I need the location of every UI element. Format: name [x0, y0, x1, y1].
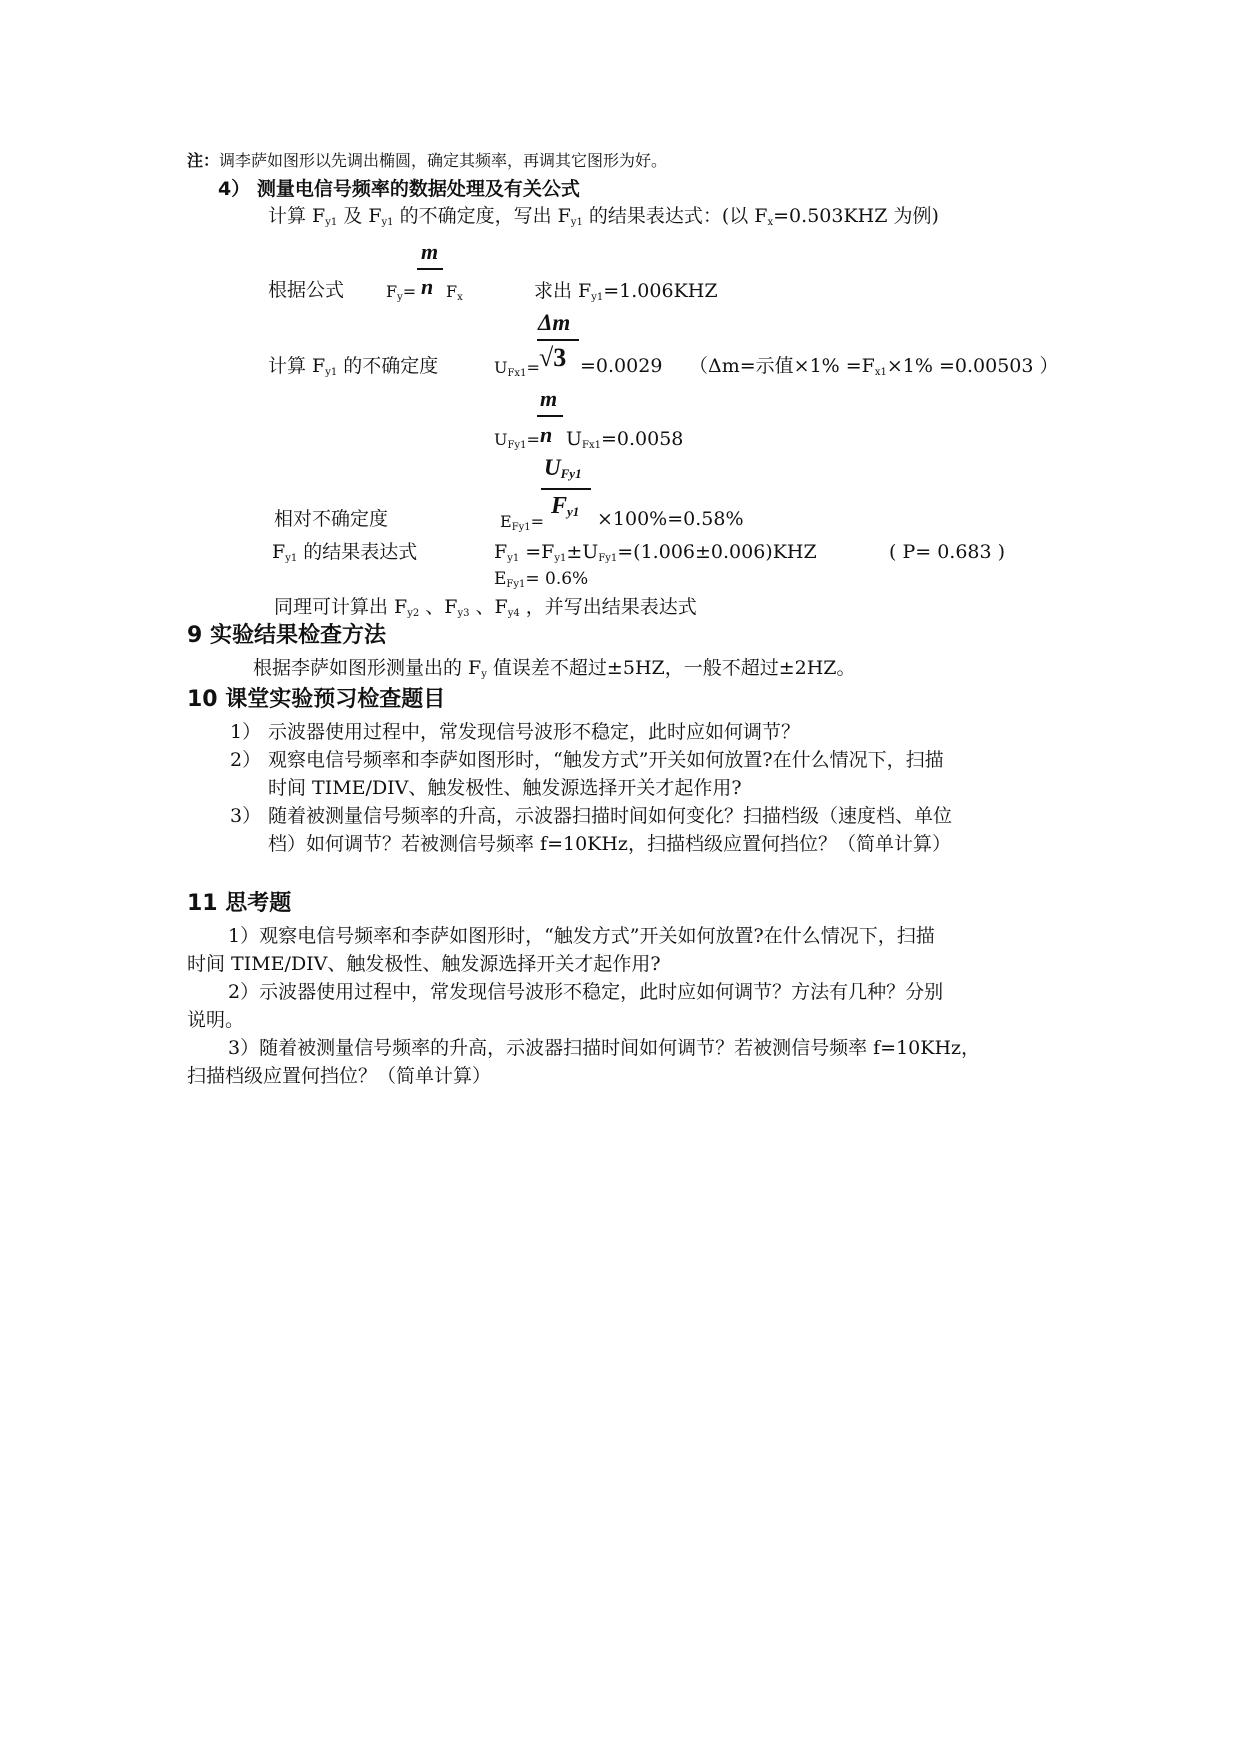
formula4-value: ×100%=0.58%: [597, 508, 744, 530]
note-line: [187, 149, 667, 173]
formula3-fraction-bar: [537, 415, 563, 417]
section11-paragraph-line: 1）观察电信号频率和李萨如图形时，“触发方式”开关如何放置?在什么情况下，扫描: [228, 925, 935, 947]
section10-item-number: 2）: [230, 749, 262, 771]
formula2-denominator: √3: [539, 343, 567, 372]
formula1-fraction-bar: [417, 268, 443, 270]
section11-paragraph-line: 时间 TIME/DIV、触发极性、触发源选择开关才起作用?: [187, 953, 661, 975]
result-expression: $F_{y1} =F_{y1}\pm U_{Fy1}=(1.006\pm 0.006)KHZ$: [494, 541, 817, 564]
sqrt-icon: √: [539, 343, 554, 372]
section10-item-text: 档）如何调节？若被测信号频率 f=10KHz，扫描档级应置何挡位？（简单计算）: [268, 833, 951, 855]
similar-line: 同理可计算出 $F_{y2}$ 、$F_{y3}$ 、$F_{y4}$ ，并写出结果表达式: [274, 596, 697, 619]
section10-item-text: 观察电信号频率和李萨如图形时，“触发方式”开关如何放置?在什么情况下，扫描: [268, 749, 944, 771]
step4-intro: 计算 $F_{y1}$ 及 $F_{y1}$ 的不确定度，写出 $F_{y1}$ 的结果表达式：(以 $F_x=0.503KHZ$ 为例): [268, 205, 939, 228]
formula1-rhs: $F_x$: [446, 282, 463, 303]
formula2-fraction-bar: [537, 339, 579, 341]
formula3-lhs: $U_{Fy1}=$: [494, 430, 540, 451]
formula2-value: =0.0029: [580, 355, 663, 377]
formula3-numerator: m: [540, 386, 558, 411]
formula2-note: （Δm=示值$\times 1\% =F_{x1}\times 1\% =0.00503$ ）: [689, 355, 1059, 378]
section10-item-text: 示波器使用过程中，常发现信号波形不稳定，此时应如何调节？: [268, 721, 801, 743]
section10-item-number: 3）: [230, 805, 262, 827]
section10-item-text: 随着被测量信号频率的升高，示波器扫描时间如何变化？扫描档级（速度档、单位: [268, 805, 953, 827]
formula4-denominator: $F_{y1}$: [551, 493, 580, 519]
formula4-label: 相对不确定度: [274, 508, 389, 530]
section11-paragraph-line: 说明。: [187, 1009, 245, 1031]
formula3-rhs: $U_{Fx1}=0.0058$: [566, 428, 684, 451]
formula2-numerator: Δm: [538, 310, 571, 335]
note-text: 调李萨如图形以先调出椭圆，确定其频率，再调其它图形为好。: [219, 151, 668, 170]
result-confidence: ( P= 0.683 ): [889, 541, 1006, 563]
note-label: 注：: [187, 151, 220, 170]
formula4-numerator: $U_{Fy1}$: [544, 455, 582, 481]
section9-heading: 9 实验结果检查方法: [187, 623, 386, 648]
section11-heading: 11 思考题: [187, 891, 292, 916]
step4-heading: 4） 测量电信号频率的数据处理及有关公式: [218, 178, 580, 200]
section11-paragraph-line: 2）示波器使用过程中，常发现信号波形不稳定，此时应如何调节？方法有几种？分别: [228, 981, 944, 1003]
section10-heading: 10 课堂实验预习检查题目: [187, 687, 446, 712]
formula1-lhs: $F_y=$: [386, 282, 417, 303]
formula1-numerator: m: [421, 239, 439, 264]
formula4-fraction-bar: [541, 488, 591, 490]
formula4-lhs: $E_{Fy1}=$: [500, 512, 545, 533]
formula2-lhs: $U_{Fx1}=$: [494, 358, 540, 379]
result-label: $F_{y1}$ 的结果表达式: [272, 541, 418, 564]
formula1-label: 根据公式: [268, 279, 345, 301]
formula1-result: 求出 $F_{y1}=1.006KHZ$: [534, 280, 718, 303]
formula3-denominator: n: [540, 422, 553, 447]
section11-paragraph-line: 3）随着被测量信号频率的升高，示波器扫描时间如何调节？若被测信号频率 f=10KHz，: [228, 1037, 981, 1059]
formula1-denominator: n: [421, 274, 434, 299]
formula2-label: 计算 $F_{y1}$ 的不确定度: [268, 355, 439, 378]
result-relative: $E_{Fy1}= 0.6\%$: [494, 569, 589, 590]
section9-text: 根据李萨如图形测量出的 $F_y$ 值误差不超过±5HZ，一般不超过±2HZ。: [253, 657, 856, 680]
section10-item-number: 1）: [230, 721, 262, 743]
section10-item-text: 时间 TIME/DIV、触发极性、触发源选择开关才起作用?: [268, 777, 742, 799]
section11-paragraph-line: 扫描档级应置何挡位？（简单计算）: [187, 1065, 492, 1087]
